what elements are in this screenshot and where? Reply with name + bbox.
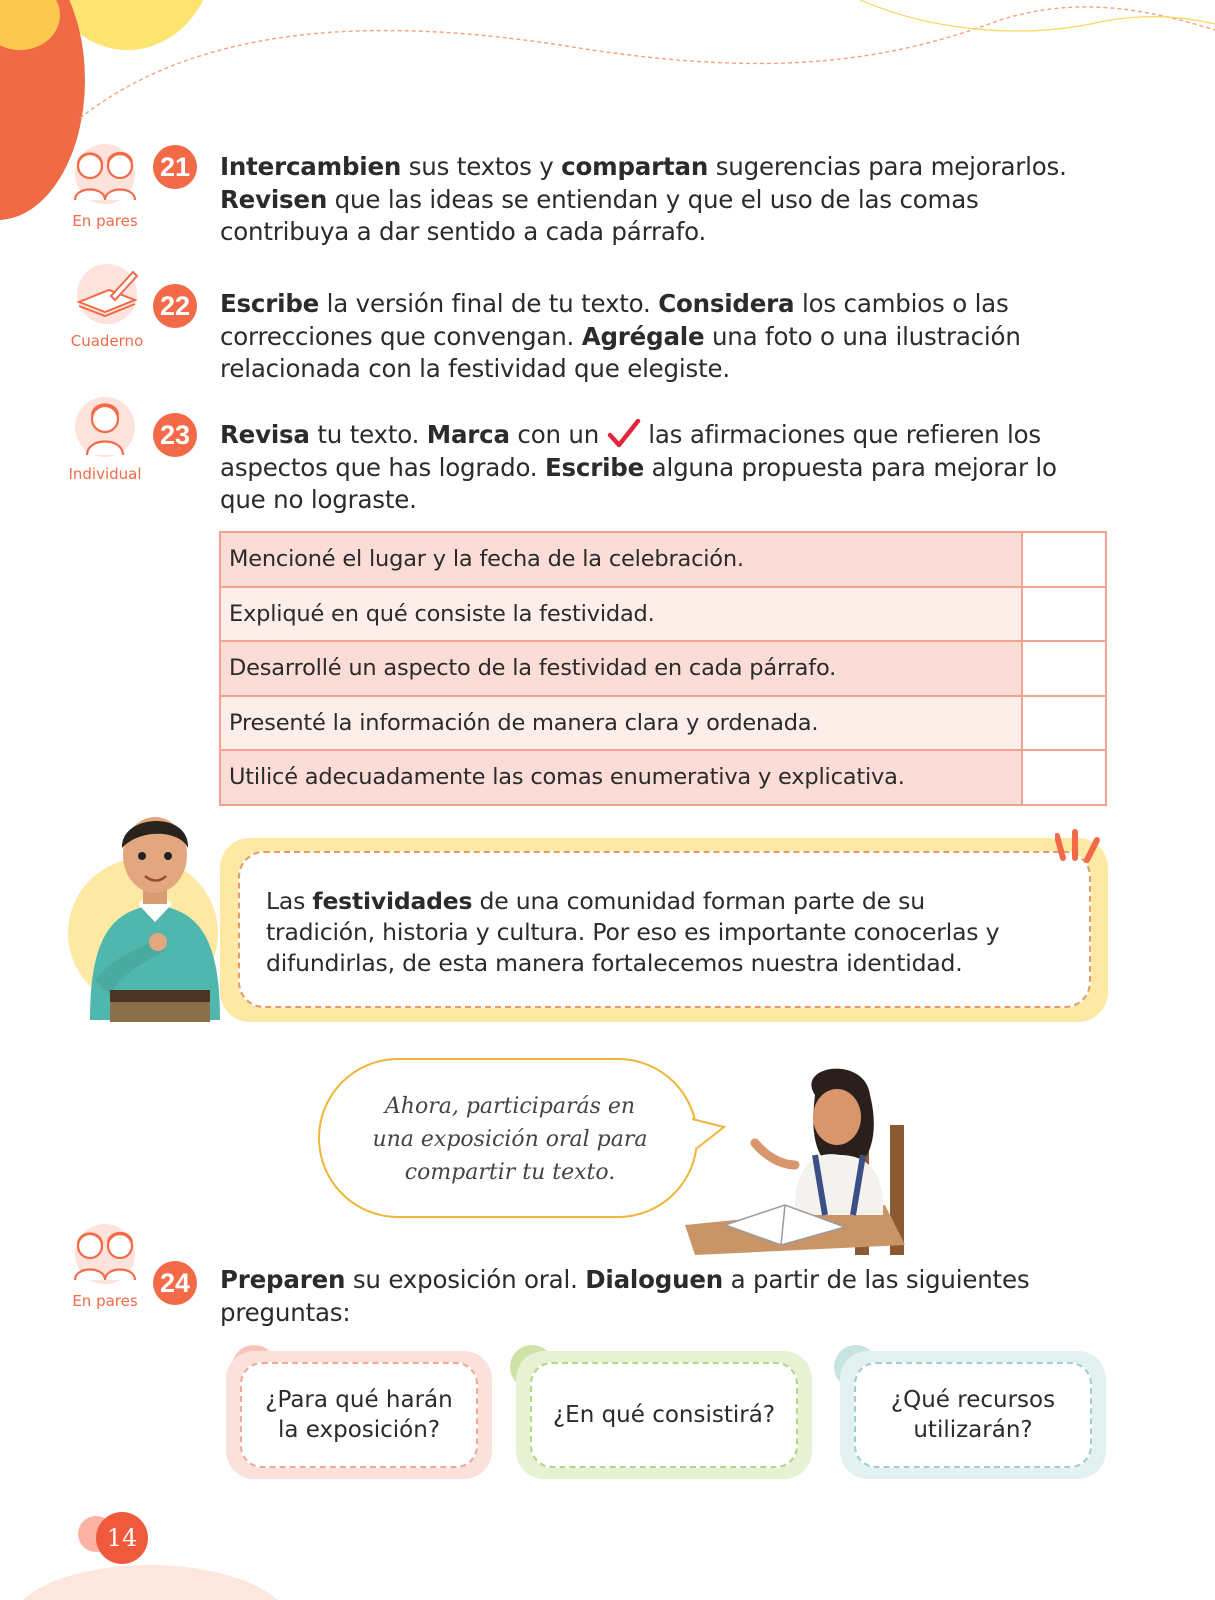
section-23-mode-label: Individual xyxy=(68,465,142,483)
activity-23-text: Revisa tu texto. Marca con un las afirmaciones que refieren los aspectos que has logrado. Escribe alguna propuesta para mejorar lo que no lograste. xyxy=(220,420,1057,514)
question-text-line: ¿En qué consistirá? xyxy=(552,1402,776,1428)
question-text-line: ¿Qué recursos xyxy=(890,1387,1056,1413)
checklist-row xyxy=(220,696,1106,751)
question-text-line: la exposición? xyxy=(277,1417,441,1443)
pair-work-badge xyxy=(60,142,150,230)
bold-verb: Intercambien xyxy=(220,152,402,181)
checklist-item: Utilicé adecuadamente las comas enumerativa y explicativa. xyxy=(220,750,1022,805)
page-number: 14 xyxy=(96,1512,148,1564)
question-text-line: utilizarán? xyxy=(913,1417,1033,1443)
checkmark-icon xyxy=(607,419,641,449)
girl-reading-illustration xyxy=(685,1055,915,1255)
activity-number-24: 24 xyxy=(153,1261,197,1305)
activity-number-22: 22 xyxy=(153,284,197,328)
question-card-content xyxy=(516,1351,812,1479)
checklist-item: Mencioné el lugar y la fecha de la celebración. xyxy=(220,532,1022,587)
section-24-mode-label: En pares xyxy=(72,1292,138,1310)
question-card-purpose xyxy=(226,1351,492,1479)
pair-students-icon xyxy=(65,1222,145,1286)
activity-number-21: 21 xyxy=(153,145,197,189)
info-note-text: Las festividades de una comunidad forman parte de su tradición, historia y cultura. Por eso es importante conocerlas y difundirlas, de esta manera fortalecemos nuestra identidad. xyxy=(266,887,1000,977)
notebook-icon xyxy=(67,262,147,326)
pair-work-badge-2 xyxy=(60,1222,150,1310)
activity-21-text: Intercambien sus textos y compartan sugerencias para mejorarlos. Revisen que las ideas se entiendan y que el uso de las comas contribuya a dar sentido a cada párrafo. xyxy=(220,152,1067,246)
question-card-resources xyxy=(840,1351,1106,1479)
section-22-mode-label: Cuaderno xyxy=(70,332,144,350)
checklist-item: Presenté la información de manera clara y ordenada. xyxy=(220,696,1022,751)
speech-bubble-text: Ahora, participarás en una exposición oral para compartir tu texto. xyxy=(372,1094,648,1185)
activity-24-text: Preparen su exposición oral. Dialoguen a partir de las siguientes preguntas: xyxy=(220,1265,1030,1327)
self-assessment-checklist xyxy=(219,531,1107,806)
checkbox-cell[interactable] xyxy=(1022,750,1106,805)
checkbox-cell[interactable] xyxy=(1022,641,1106,696)
question-text-line: ¿Para qué harán xyxy=(265,1387,453,1413)
boy-illustration xyxy=(80,800,230,1030)
section-21-mode-label: En pares xyxy=(72,212,138,230)
pair-students-icon xyxy=(65,142,145,206)
checklist-row xyxy=(220,641,1106,696)
checklist-row xyxy=(220,587,1106,642)
individual-student-icon xyxy=(65,395,145,459)
checklist-item: Desarrollé un aspecto de la festividad en cada párrafo. xyxy=(220,641,1022,696)
sparkle-decoration-icon xyxy=(1055,828,1105,868)
checklist-item: Expliqué en qué consiste la festividad. xyxy=(220,587,1022,642)
activity-number-23: 23 xyxy=(153,413,197,457)
activity-22-text: Escribe la versión final de tu texto. Considera los cambios o las correcciones que convengan. Agrégale una foto o una ilustración relacionada con la festividad que elegiste. xyxy=(220,289,1021,383)
notebook-badge xyxy=(62,262,152,350)
decorative-wave-lines xyxy=(0,0,1215,140)
checklist-row xyxy=(220,532,1106,587)
checklist-row xyxy=(220,750,1106,805)
decorative-blob-bottom xyxy=(10,1565,290,1600)
checkbox-cell[interactable] xyxy=(1022,696,1106,751)
checkbox-cell[interactable] xyxy=(1022,532,1106,587)
individual-badge xyxy=(60,395,150,483)
checkbox-cell[interactable] xyxy=(1022,587,1106,642)
